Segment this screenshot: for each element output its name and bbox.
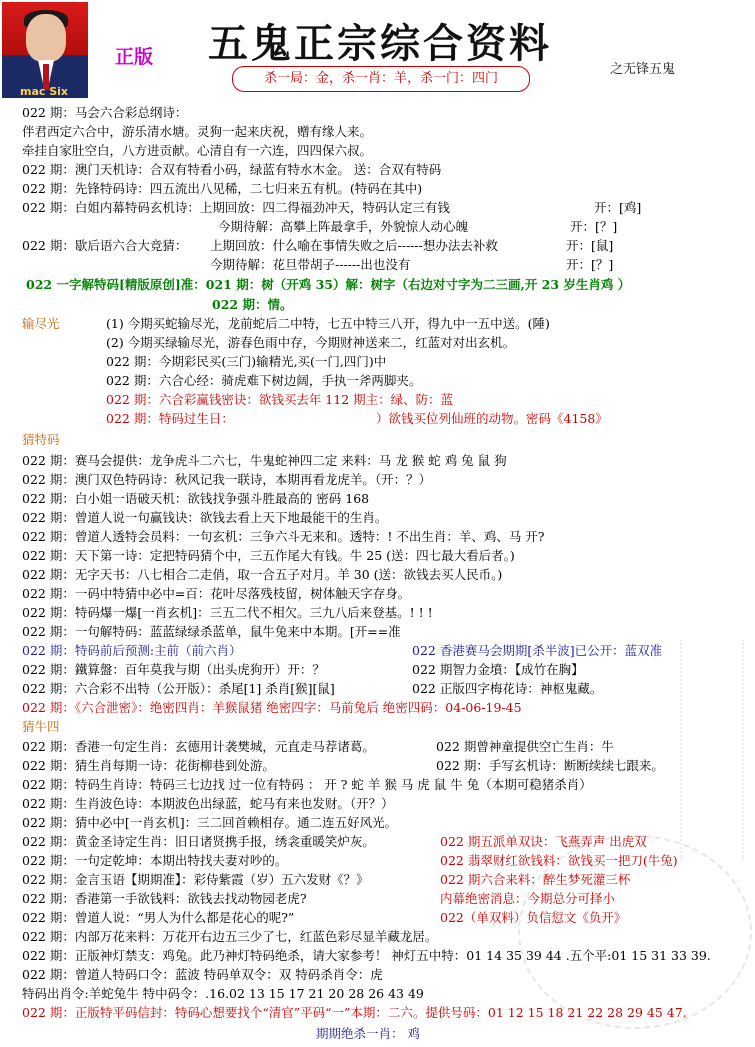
text-segment: 022 期：马会六合彩总纲诗： [22,105,188,120]
text-segment: 上期回放：什么喻在事情失败之后------想办法去补救 [210,238,498,253]
text-segment: 022 期：特码生肖诗：特码三七边找 过一位有特码 ： 开 ? 蛇 羊 猴 马 虎 鼠 牛 兔（本期可稳猪杀肖） [22,777,592,792]
text-line [0,103,755,123]
text-segment: 开：[？] [566,257,614,272]
text-line [0,603,755,623]
text-segment: 022 期：香港第一手欲钱料：欲钱去找动物园老虎? [22,891,307,906]
text-segment: 022 期五派单双诀：飞燕弄声 出虎双 [440,834,647,849]
text-line [0,641,755,661]
text-segment: 特码出肖令:羊蛇兔牛 特中码令：.16.02 13 15 17 21 20 28 26 43 49 [22,986,424,1001]
edition-badge: 正版 [115,46,154,68]
text-segment: 022 期：天下第一诗：定把特码猜个中，三五作尾大有钱。牛 25 (送：四七最大看后者。) [22,548,515,563]
text-segment: 022 期：曾道人透特会员料：一句玄机：三争六斗无来和。透特：! 不出生肖：羊、鸡、马 开? [22,529,545,544]
text-line [0,584,755,604]
text-line [0,1024,755,1044]
text-line [0,870,755,890]
text-line [0,698,755,718]
text-line [0,660,755,680]
text-segment: 022 期：曾道人说一句赢钱诀：欲钱去看上天下地最能干的生肖。 [22,510,388,525]
text-segment: (1) 今期买蛇输尽光，龙前蛇后二中特，七五中特三八开，得九中一五中送。(陲) [106,316,550,331]
text-line [0,851,755,871]
text-segment: ）欲钱买位列仙班的动物。密码《4158》 [376,411,608,426]
text-line [0,622,755,642]
text-line [0,1003,755,1023]
text-line [0,430,755,450]
text-segment: 022 期：歇后语六合大竞猜： [22,238,188,253]
kill-summary: 杀一局：金，杀一肖：羊，杀一门：四门 [232,66,530,92]
text-line [0,717,755,737]
text-line [0,832,755,852]
text-line [0,141,755,161]
text-segment: 022 期：曾道人特码口令：蓝波 特码单双令：双 特码杀肖令：虎 [22,967,383,982]
text-segment: 伴君西定六合中，游乐清水塘。灵狗一起来庆祝，赠有缘人来。 [22,124,373,139]
text-line [0,489,755,509]
text-segment: 022 期：正版特平码信封：特码心想要找个“清官”平码“一”本期：二六。提供号码：01 12 15 18 21 22 28 29 45 47. [22,1005,687,1020]
text-line [0,275,755,295]
text-line [0,122,755,142]
text-segment: 022 香港赛马会期期[杀半波]已公开：蓝双准 [412,643,663,658]
text-line [0,255,755,275]
text-segment: 022 期：特码爆一爆[一肖玄机]：三五二代不相欠。三九八后来登基。! ! ! [22,605,433,620]
text-line [0,371,755,391]
text-line [0,179,755,199]
text-line [0,295,755,315]
text-segment: 022 期：白小姐一语破天机：欲钱找争强斗胜最高的 密码 168 [22,491,370,506]
text-segment: 022 期：生肖波色诗：本期波色出绿蓝，蛇马有来也发财。（开？） [22,796,394,811]
text-segment: 022 一字解特码[精版原创]准：021 期：树（开鸡 35）解：树字（右边对寸字为二三画,开 23 岁生肖鸡 ） [26,277,631,292]
text-line [0,927,755,947]
text-line [0,470,755,490]
text-line [0,565,755,585]
text-segment: 022 期：《六合泄密》：绝密四肖：羊猴鼠猪 绝密四字：马前兔后 绝密四码：04-06-19-45 [22,700,522,715]
text-segment: 输尽光 [22,316,60,331]
text-segment: 开：[鸡] [594,200,642,215]
text-line [0,198,755,218]
text-segment: 022 翡翠财红欲钱料：欲钱买一把刀(牛兔) [440,853,678,868]
text-segment: 022 期：先锋特码诗：四五流出八见稀，二七归来五有机。(特码在其中) [22,181,423,196]
text-segment: 022 期曾神童提供空亡生肖：牛 [436,739,614,754]
text-segment: 022 期六合来料：醉生梦死灌三杯 [440,872,631,887]
text-segment: 开：[鼠] [566,238,614,253]
text-line [0,737,755,757]
text-line [0,160,755,180]
text-segment: 022 期智力金墳：【成竹在胸】 [412,662,584,677]
text-line [0,946,755,966]
text-segment: 猜牛四 [22,719,60,734]
text-line [0,546,755,566]
text-segment: 022 期：内部万花来料：万花开右边五三少了七，红蓝色彩尽显羊藏龙居。 [22,929,438,944]
text-segment: 今期待解：花旦带胡子------出也没有 [210,257,411,272]
text-segment: 期期绝杀一肖： 鸡 [316,1026,420,1041]
text-segment: 022 期：六合彩赢钱密诀：欲钱买去年 112 期主：绿、防：蓝 [106,392,454,407]
text-segment: 022 正版四字梅花诗：神枢鬼藏。 [412,681,603,696]
author-name: 之无锋五鬼 [610,62,676,77]
text-segment: 022（单双料）负信愆文《负开》 [440,910,627,925]
text-line [0,794,755,814]
page-title: 五鬼正宗综合资料 [208,20,552,67]
text-segment: 牵挂自家肚空白，八方进贡献。心清自有一六连，四四保六叔。 [22,143,373,158]
text-line [0,508,755,528]
text-line [0,390,755,410]
text-segment: 022 期：一码中特猜中必中=百：花叶尽落残枝留，树体触天字存身。 [22,586,411,601]
text-line [0,314,755,334]
text-segment: 022 期：一句定乾坤：本期出特找夫妻对吵的。 [22,853,288,868]
text-segment: 022 期：澳门天机诗：合双有特看小码，绿蓝有特水木金。 送：合双有特码 [22,162,442,177]
text-segment: 022 期：金言玉语【期期准】：彩侍紫霞（岁）五六发财《？》 [22,872,369,887]
text-line [0,908,755,928]
text-line [0,965,755,985]
text-line [0,679,755,699]
text-segment: 022 期：白姐内幕特码玄机诗：上期回放：四二得福劲冲天，特码认定三有钱 [22,200,450,215]
text-segment: 022 期：无字天书：八七相合二走俏，取一合五子对月。羊 30 (送：欲钱去买人民币。) [22,567,503,582]
text-segment: 022 期：正版神灯禁支：鸡兔。此乃神灯特码绝杀，请大家参考！ 神灯五中特：01 14 35 39 44 .五个平:01 15 31 33 39. [22,948,711,963]
text-segment: 022 期：曾道人说：“男人为什么都是花心的呢?” [22,910,295,925]
text-line [0,352,755,372]
text-segment: 022 期：赛马会提供：龙争虎斗二六七，牛鬼蛇神四二定 来料：马 龙 猴 蛇 鸡 兔 鼠 狗 [22,453,507,468]
text-segment: 022 期：猜生肖每期一诗：花街柳巷到处游。 [22,758,275,773]
text-segment: 022 期：黄金圣诗定生肖：旧日诸贤携手报，绣衾重暖笑炉灰。 [22,834,375,849]
text-line [0,889,755,909]
text-segment: 022 期：六合心经：骑虎难下树边阔，手执一斧两脚夹。 [106,373,422,388]
text-segment: 022 期：六合彩不出特（公开版）：杀尾[1] 杀肖[猴][鼠] [22,681,335,696]
text-segment: 022 期：澳门双色特码诗：秋风记我一联诗，本期再看龙虎羊。（开：？） [22,472,432,487]
text-segment: 今期待解：高攀上阵最拿手，外貌惊人动心魄 [218,219,469,234]
text-segment: 022 期：特码前后预测:主前（前六肖） [22,643,242,658]
text-segment: 猜特码 [22,432,60,447]
text-line [0,451,755,471]
text-segment: 022 期：今期彩民买(三门)输精光,买(一门,四门)中 [106,354,387,369]
text-line [0,333,755,353]
text-line [0,409,755,429]
text-line [0,236,755,256]
text-segment: 开：[？] [570,219,618,234]
text-line [0,775,755,795]
text-segment: 022 期：香港一句定生肖：玄德用计袭樊城，元直走马荐诸葛。 [22,739,375,754]
text-segment: 内幕绝密消息：今期总分可择小 [440,891,616,906]
text-segment: 022 期：一句解特码：蓝蓝绿绿杀蓝单，鼠牛兔来中本期。[开==准 [22,624,401,639]
text-segment: 022 期：特码过生日： [106,411,234,426]
text-segment: 022 期：猜中必中[一肖玄机]：三二回首赖相存。通二连五好风光。 [22,815,398,830]
text-segment: 022 期：手写玄机诗：断断续续七跟来。 [436,758,664,773]
photo-caption: mac Six [20,85,69,98]
text-line [0,527,755,547]
text-line [0,813,755,833]
text-line [0,756,755,776]
text-line [0,984,755,1004]
text-line [0,217,755,237]
text-segment: (2) 今期买绿输尽光，游春色雨中存，今期财神送来二，红蓝对对出玄机。 [106,335,516,350]
text-segment: 022 期：鐵算盤：百年莫我与期（出头虎狗开）开：？ [22,662,325,677]
text-segment: 022 期：情。 [212,297,293,312]
